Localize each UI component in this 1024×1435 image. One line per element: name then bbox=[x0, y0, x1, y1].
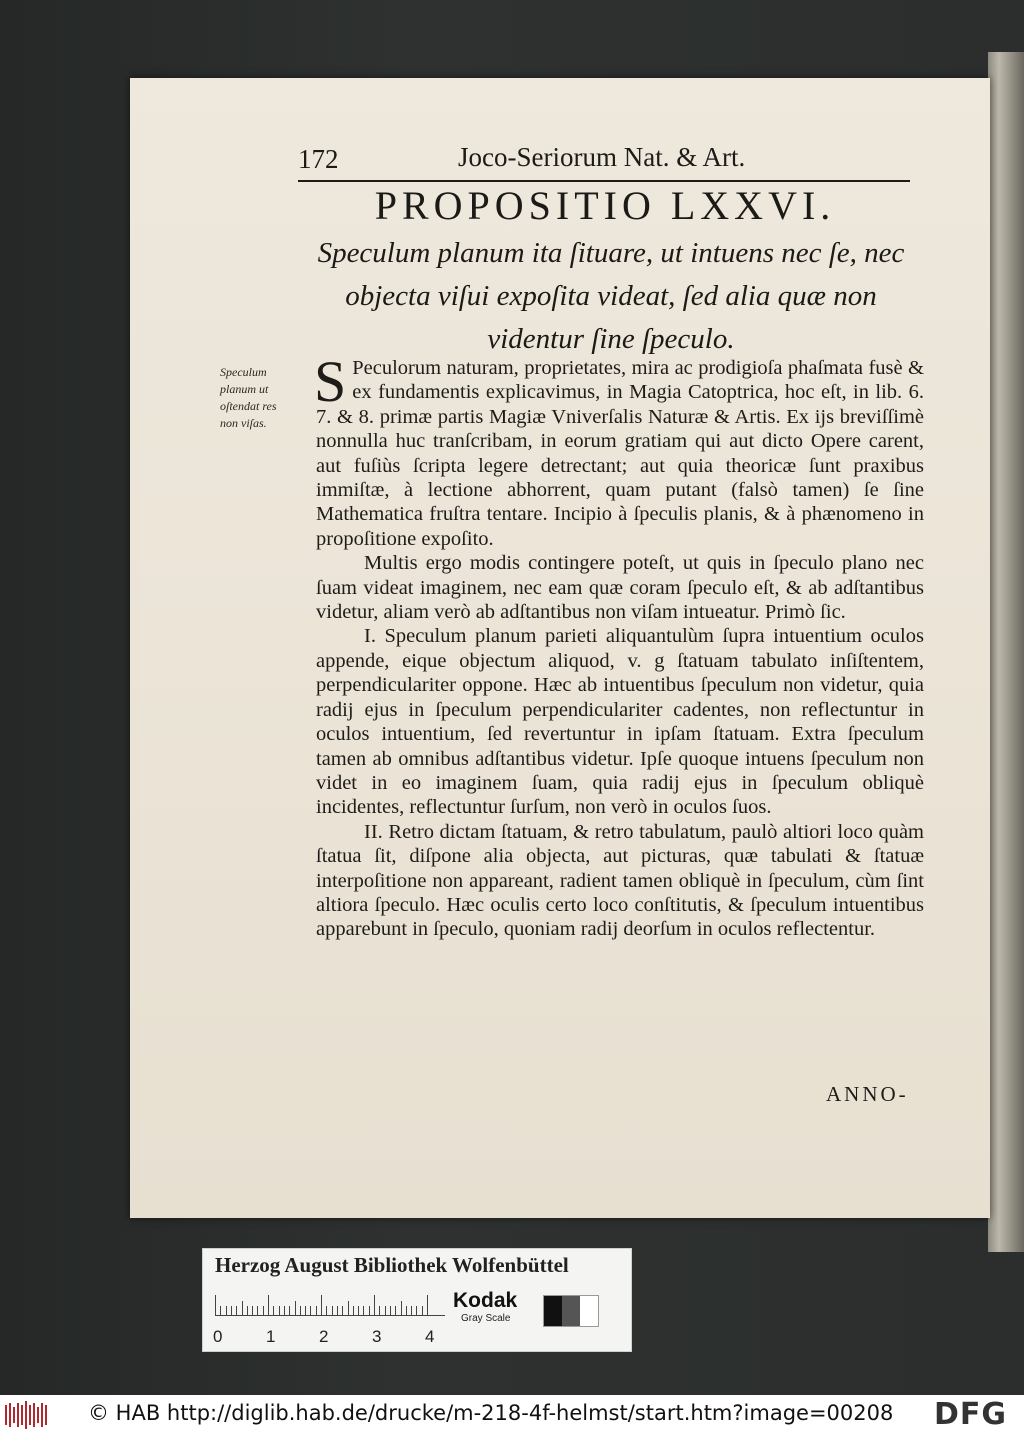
paragraph-1 bbox=[314, 349, 924, 551]
gray-swatches bbox=[543, 1295, 599, 1327]
ruler-tick bbox=[305, 1306, 306, 1315]
ruler-tick bbox=[342, 1306, 343, 1315]
gray-scale-label: Gray Scale bbox=[461, 1313, 511, 1324]
ruler-tick bbox=[379, 1306, 380, 1315]
ruler-tick bbox=[300, 1306, 301, 1315]
proposition-title: PROPOSITIO LXXVI. bbox=[374, 183, 836, 228]
ruler-tick bbox=[326, 1306, 327, 1315]
swatch-black bbox=[544, 1296, 562, 1326]
ruler-tick bbox=[390, 1306, 391, 1315]
ruler-tick bbox=[416, 1306, 417, 1315]
paragraph-1-text: Peculorum naturam, proprietates, mira ac prodigioſa phaſmata fusè & ex fundamentis explicavimus, in Magia Catoptrica, hoc eſt, in lib. 6. 7. & 8. primæ partis Magiæ Vniverſalis Naturæ & Artis. Ex ijs breviſſimè nonnulla huc tranſcribam, in eorum gratiam qui aut dicto Opere carent, aut fuſiùs ſcripta legere detrectant; aut quia theoricæ ſunt praxibus immiſtæ, à lectione abhorrent, quam putant (falsò tamen) ſe ſine Mathematica fruſtra tentare. Incipio à ſpeculis planis, & à phænomeno in propoſitione expoſito. bbox=[316, 357, 924, 550]
proposition-statement: Speculum planum ita ſituare, ut intuens nec ſe, nec objecta viſui expoſita videat, ſed alia quæ non videntur ſine ſpeculo. bbox=[317, 237, 905, 355]
ruler-tick bbox=[411, 1306, 412, 1315]
hab-logo-icon bbox=[5, 1401, 49, 1429]
ruler-number: 4 bbox=[425, 1327, 435, 1346]
ruler-tick bbox=[273, 1306, 274, 1315]
ruler-tick bbox=[332, 1306, 333, 1315]
footer-bar bbox=[0, 1395, 1024, 1435]
ruler-tick bbox=[284, 1306, 285, 1315]
ruler-number: 0 bbox=[213, 1327, 223, 1346]
page-number: 172 bbox=[298, 144, 339, 174]
margin-note: Speculum planum ut oſtendat res non viſas. bbox=[220, 365, 277, 430]
ruler-tick bbox=[358, 1306, 359, 1315]
paragraph-3: I. Speculum planum parieti aliquantulùm ſupra intuentium oculos appende, eique objectum aliquod, v. g ſtatuam tabulato inſiſtentem, perpendiculariter oppone. Hæc ab intuentibus ſpeculum non videtur, quia radij ejus in ſpeculum perpendiculariter cadentes, non reflectuntur in oculos intuentium, ſed revertuntur in ipſam ſtatuam. Extra ſpeculum tamen ab omnibus adſtantibus videtur. Ipſe quoque intuens ſpeculum non videt in eo imaginem ſuam, quia radij ejus in ſpeculum obliquè incidentes, reflectuntur ſurſum, non verò in oculos ſuos. bbox=[316, 625, 924, 819]
ruler-tick bbox=[353, 1306, 354, 1315]
ruler-tick bbox=[257, 1306, 258, 1315]
swatch-white bbox=[580, 1296, 598, 1326]
running-head: Joco-Seriorum Nat. & Art. bbox=[458, 142, 746, 172]
ruler-tick bbox=[348, 1301, 349, 1315]
drop-cap: S bbox=[314, 349, 347, 414]
paragraph-2: Multis ergo modis contingere poteſt, ut quis in ſpeculo plano nec ſuam videat imaginem, nec eam quæ coram ſpeculo eſt, & ab adſtantibus videtur, aliam verò ab adſtantibus non viſam intueatur. Primò ſic. bbox=[316, 552, 924, 624]
ruler-tick bbox=[363, 1306, 364, 1315]
ruler-tick bbox=[242, 1301, 243, 1315]
kodak-logo: Kodak bbox=[453, 1289, 518, 1312]
ruler-tick bbox=[220, 1306, 221, 1315]
ruler-tick bbox=[385, 1306, 386, 1315]
book-page bbox=[130, 78, 990, 1218]
body-text bbox=[314, 349, 924, 942]
ruler bbox=[215, 1293, 445, 1316]
ruler-tick bbox=[226, 1306, 227, 1315]
ruler-tick bbox=[406, 1306, 407, 1315]
copyright-link[interactable]: © HAB http://diglib.hab.de/drucke/m-218-4f-helmst/start.htm?image=00208 bbox=[88, 1401, 894, 1425]
ruler-tick bbox=[289, 1306, 290, 1315]
ruler-tick bbox=[236, 1306, 237, 1315]
catchword: ANNO- bbox=[826, 1082, 909, 1106]
ruler-tick bbox=[279, 1306, 280, 1315]
paragraph-4: II. Retro dictam ſtatuam, & retro tabulatum, paulò altiori loco quàm ſtatua ſit, diſpone alia objecta, aut picturas, quæ tabulati & ſtatuæ interpoſitione non appareant, radient tamen obliquè in ſpeculum, cùm ſint altiora ſpeculo. Hæc oculis certo loco conſtitutis, & ſpeculum intuentibus apparebunt in ſpeculo, quoniam radij deorſum in oculos reflectentur. bbox=[316, 820, 924, 941]
ruler-tick bbox=[395, 1306, 396, 1315]
ruler-tick bbox=[247, 1306, 248, 1315]
ruler-number: 2 bbox=[319, 1327, 329, 1346]
ruler-tick bbox=[374, 1295, 375, 1315]
ruler-tick bbox=[295, 1301, 296, 1315]
ruler-tick bbox=[337, 1306, 338, 1315]
library-name: Herzog August Bibliothek Wolfenbüttel bbox=[215, 1253, 569, 1277]
ruler-tick bbox=[263, 1306, 264, 1315]
ruler-tick bbox=[316, 1306, 317, 1315]
ruler-tick bbox=[427, 1295, 428, 1315]
dfg-logo: DFG bbox=[934, 1397, 1008, 1432]
ruler-tick bbox=[321, 1295, 322, 1315]
ruler-tick bbox=[268, 1295, 269, 1315]
ruler-tick bbox=[231, 1306, 232, 1315]
ruler-number: 3 bbox=[372, 1327, 382, 1346]
adjacent-page-edge bbox=[988, 52, 1024, 1252]
ruler-tick bbox=[401, 1301, 402, 1315]
ruler-tick bbox=[369, 1306, 370, 1315]
ruler-tick bbox=[310, 1306, 311, 1315]
ruler-number: 1 bbox=[266, 1327, 276, 1346]
swatch-dark bbox=[562, 1296, 580, 1326]
color-scale-card bbox=[202, 1248, 632, 1352]
page-header bbox=[298, 138, 910, 180]
ruler-tick bbox=[215, 1295, 216, 1315]
ruler-tick bbox=[422, 1306, 423, 1315]
ruler-tick bbox=[252, 1306, 253, 1315]
